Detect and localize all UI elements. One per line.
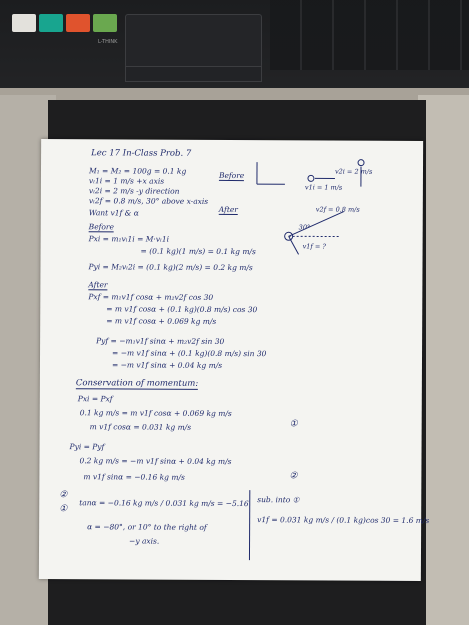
before-heading: Before	[88, 222, 114, 232]
after-calc-line: = −m v1f sinα + 0.04 kg m/s	[111, 360, 223, 370]
trackpad	[125, 14, 262, 68]
equation-marker-2: ②	[289, 471, 298, 482]
after-calc-line: = m v1f cosα + 0.069 kg m/s	[106, 316, 217, 326]
before-axes-diagram	[251, 158, 291, 188]
before-v2i-label: v2i = 2 m/s	[334, 167, 373, 176]
before-calc-line: Pxi = m₁vₗ1i = M·vₗ1i	[88, 234, 170, 244]
after-calc-line: = −m v1f sinα + (0.1 kg)(0.8 m/s) sin 30	[112, 348, 267, 359]
after-calc-line: Pxf = m₁v1f cosα + m₂v2f cos 30	[88, 292, 214, 302]
given-line: vₗ2f = 0.8 m/s, 30° above x-axis	[88, 196, 209, 206]
after-v1f-label: v1f = ?	[302, 242, 326, 251]
after-label: After	[218, 204, 238, 215]
x-eq-line: 0.1 kg m/s = m v1f cosα + 0.069 kg m/s	[79, 408, 232, 419]
y-eq-line: Pyi = Pyf	[69, 442, 105, 452]
laptop-body	[0, 0, 469, 95]
tan-calc-line: α = −80°, or 10° to the right of	[87, 522, 207, 532]
after-calc-line: Pyf = −m₁v1f sinα + m₂v2f sin 30	[96, 336, 225, 346]
sub-calc-line: v1f = 0.031 kg m/s / (0.1 kg)cos 30 = 1.6 m/s	[257, 515, 430, 526]
given-line: Want v1f & α	[88, 208, 139, 218]
keyboard	[270, 0, 469, 70]
after-v2f-label: v2f = 0.8 m/s	[315, 205, 360, 214]
given-line: M₁ = M₂ = 100g = 0.1 kg	[88, 166, 187, 176]
marker-2-ref: ②	[59, 490, 68, 501]
equation-marker-1: ①	[289, 419, 298, 430]
sticker	[93, 14, 117, 32]
sticker	[39, 14, 63, 32]
laptop-stickers	[12, 14, 117, 32]
divider	[249, 490, 250, 560]
given-line: vₗ2i = 2 m/s -y direction	[88, 186, 180, 196]
x-eq-line: Pxi = Pxf	[77, 394, 113, 404]
marker-1-ref: ①	[59, 504, 68, 515]
notes-title: Lec 17 In-Class Prob. 7	[91, 148, 192, 159]
after-heading: After	[88, 280, 108, 290]
before-calc-line: = (0.1 kg)(1 m/s) = 0.1 kg m/s	[140, 246, 256, 257]
before-v1i-label: v1i = 1 m/s	[304, 183, 343, 192]
sticker	[66, 14, 90, 32]
after-calc-line: = m v1f cosα + (0.1 kg)(0.8 m/s) cos 30	[106, 304, 258, 315]
trackpad-buttons	[125, 66, 262, 82]
given-line: vₗ1i = 1 m/s +x axis	[88, 176, 165, 186]
tan-calc-line: −y axis.	[129, 536, 160, 546]
before-label: Before	[218, 170, 245, 181]
before-calc-line: Pyi = M₂vₗ2i = (0.1 kg)(2 m/s) = 0.2 kg m/s	[88, 262, 253, 273]
y-eq-line: m v1f sinα = −0.16 kg m/s	[83, 472, 185, 482]
notes-paper	[39, 139, 430, 581]
y-eq-line: 0.2 kg m/s = −m v1f sinα + 0.04 kg m/s	[79, 456, 232, 467]
tan-calc-line: tanα = −0.16 kg m/s / 0.031 kg m/s = −5.16	[79, 498, 249, 509]
sticker	[12, 14, 36, 32]
laptop-model-label: L-THINK	[98, 39, 118, 45]
after-angle-label: 30°	[298, 223, 311, 232]
x-eq-line: m v1f cosα = 0.031 kg m/s	[89, 422, 192, 432]
conservation-heading: Conservation of momentum:	[75, 378, 199, 389]
sub-calc-line: sub. into ①	[257, 495, 300, 505]
